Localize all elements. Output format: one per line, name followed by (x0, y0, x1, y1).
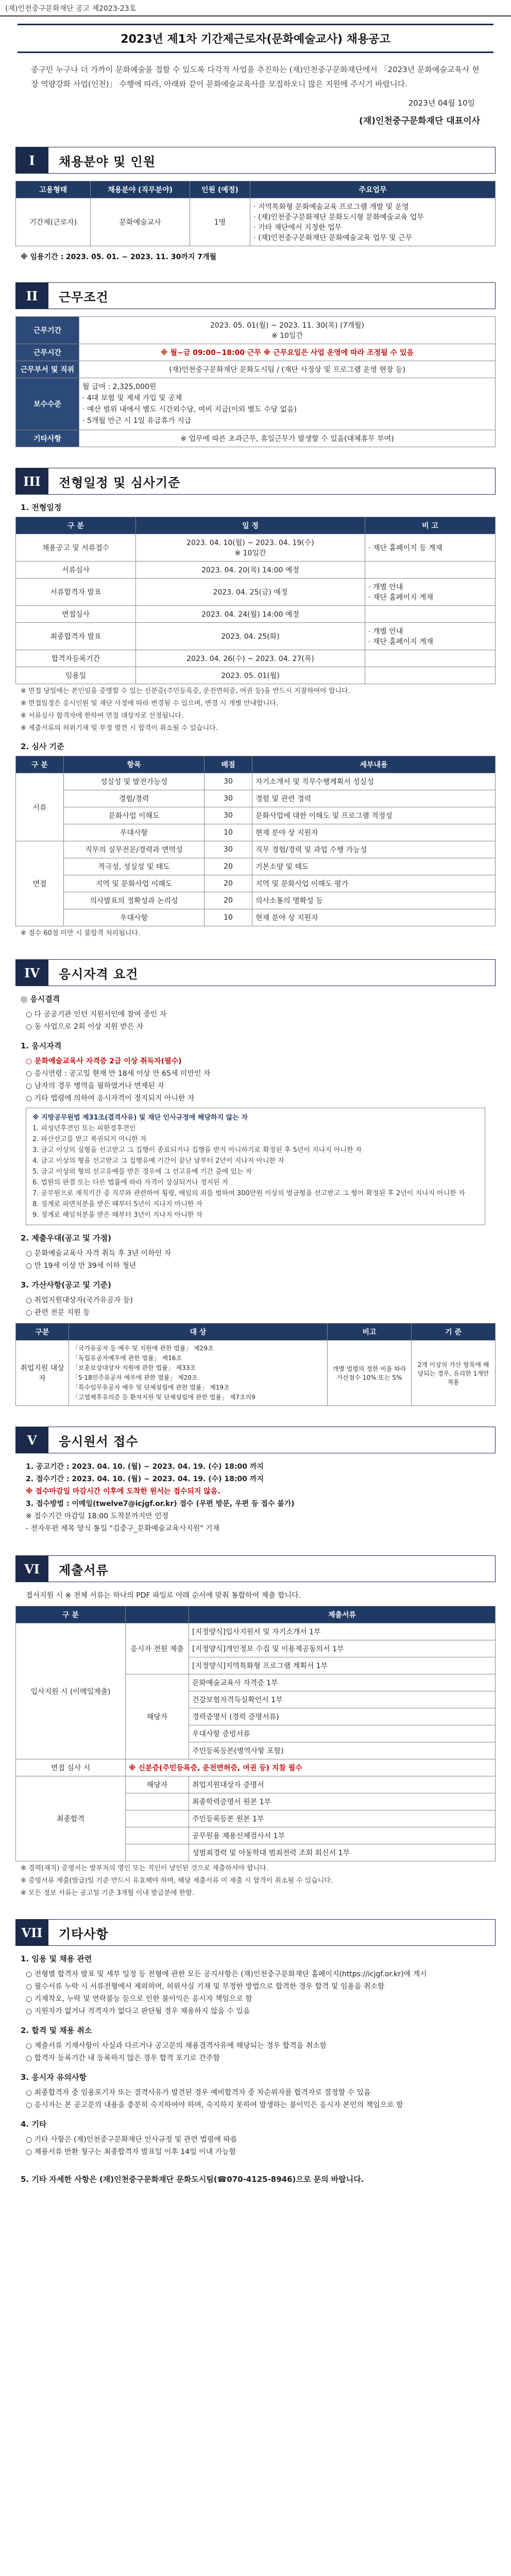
doc-item: 공무원용 채용신체검사서 1부 (189, 1827, 496, 1844)
criteria-item: 적극성, 성실성 및 태도 (64, 858, 205, 875)
col-header: 세부내용 (252, 756, 496, 773)
table-row (16, 1341, 496, 1406)
col-header: 구분 (16, 1324, 69, 1341)
intro-text: 중구민 누구나 더 가까이 문화예술을 접할 수 있도록 다각적 사업을 추진하는 (재)인천중구문화재단에서 「2023년 문화예술교육사 현장 역량강화 사업(인천)」 수행에 따라, 아래와 같이 문화예술교육사를 모집하오니 많은 지원에 주시기 바랍니다. (31, 65, 480, 89)
schedule-note: · 개별 안내 · 재단 홈페이지 게재 (365, 579, 496, 606)
misc-item: ○ 채용서류 반환 청구는 최종합격자 발표일 이후 14일 이내 가능함 (26, 2148, 236, 2156)
schedule-date: 2023. 05. 01(월) (136, 667, 365, 684)
disqualification-title: ※ 지방공무원법 제31조(결격사유) 및 재단 인사규정에 해당하지 않는 자 (32, 1114, 248, 1122)
eligibility-item: ○ 동 사업으로 2회 이상 지원 받은 자 (26, 1023, 144, 1031)
notice-signature: (재)인천중구문화재단 대표이사 (359, 116, 480, 126)
schedule-note: · 개별 안내 · 재단 홈페이지 게재 (365, 623, 496, 650)
row-label: 보수수준 (16, 378, 79, 430)
disqualification-box (26, 1108, 485, 1225)
doc-item: 경력증명서 (경력 증명서류) (189, 1708, 496, 1725)
duty-item: · (재)인천중구문화재단 문화도시형 문화예술교육 업무 (253, 213, 424, 222)
job-field: 문화예술교사 (91, 198, 190, 246)
schedule-date: 2023. 04. 26(수) ~ 2023. 04. 27(목) (136, 650, 365, 667)
col-header: 일 정 (136, 517, 365, 534)
section-misc-header (15, 1919, 496, 1946)
row-label: 기타사항 (16, 430, 79, 447)
disqualification-item: 5. 금고 이상의 형의 선고유예를 받은 경우에 그 선고유예 기간 중에 있는 자 (32, 1168, 252, 1176)
disqualification-item: 1. 피성년후견인 또는 피한정후견인 (32, 1125, 136, 1132)
disqualification-item: 6. 법원의 판결 또는 다른 법률에 따라 자격이 상실되거나 정지된 자 (32, 1179, 229, 1187)
disqualification-item: 3. 금고 이상의 실형을 선고받고 그 집행이 종료되거나 집행을 받지 아니하기로 확정된 후 5년이 지나지 아니한 자 (32, 1146, 362, 1154)
criteria-detail: 지역 및 문화사업 이해도 평가 (252, 875, 496, 892)
row-value: 월 급여 : 2,325,000원 · 4대 보험 및 제세 가입 및 공제 · 예산 범위 내에서 별도 시간외수당, 여비 지급(이외 별도 수당 없음) · 5개월 만근 시 1일 유급휴가 지급 (79, 378, 496, 430)
section-number: III (15, 468, 48, 495)
table-row (16, 773, 496, 790)
misc-item: ○ 필수서류 누락 시 서류전형에서 제외하며, 허위사실 기재 및 부정한 방법으로 합격한 경우 합격 및 임용을 취소함 (26, 1982, 385, 1991)
table-row (16, 892, 496, 909)
documents-note: ※ 모든 정보 서류는 공고일 기준 3개월 이내 발급분에 한함. (21, 1889, 194, 1897)
disqualification-item: 7. 공무원으로 재직기간 중 직무와 관련하여 횡령, 배임의 죄를 범하여 300만원 이상의 벌금형을 선고받고 그 형이 확정된 후 2년이 지나지 아니한 자 (32, 1190, 465, 1197)
subsection-title: 4. 기타 (21, 2120, 47, 2129)
section-title: 근무조건 (48, 282, 496, 309)
table-row (16, 198, 496, 246)
disqualification-item: 8. 징계로 파면처분을 받은 때부터 5년이 지나지 아니한 자 (32, 1200, 203, 1208)
bonus-target: 「국가유공자 등 예우 및 지원에 관한 법률」 제29조 「독립유공자예우에 관한 법률」 제16조 「보훈보상대상자 지원에 관한 법률」 제33조 「5·18민주유공자 예우에 관한 법률」 제20조 「특수임무유공자 예우 및 단체설립에 관한 법률」 제19조 「고엽제후유의증 등 환자지원 및 단체설립에 관한 법률」 제7조의9 (69, 1341, 328, 1406)
doc-group: 면접 심사 시 (16, 1759, 126, 1776)
schedule-date: 2023. 04. 24(월) 14:00 예정 (136, 606, 365, 623)
duty-item: · (재)인천중구문화재단 문화예술교육 업무 및 근무 (253, 234, 413, 242)
conditions-table (15, 316, 496, 447)
col-header: 제출서류 (189, 1606, 496, 1623)
eligibility-item: ○ 다 공공기관 인턴 지원서인에 참여 중인 자 (26, 1010, 167, 1019)
table-row (16, 344, 496, 361)
misc-item: ○ 합격자 등록기간 내 등록하지 않은 경우 합격 포기로 간주함 (26, 2054, 220, 2062)
doc-group: 최종합격 (16, 1776, 126, 1861)
section-recruit-header (15, 147, 496, 174)
criteria-detail: 현재 분야 상 지원자 (252, 824, 496, 841)
criteria-detail: 직무 경험/경력 및 과업 수행 가능성 (252, 841, 496, 858)
schedule-name: 임용일 (16, 667, 136, 684)
notice-number: (재)인천중구문화재단 공고 제2023-23호 (0, 0, 511, 16)
misc-item: ○ 제출서류 기재사항이 사실과 다르거나 공고문의 채용결격사유에 해당되는 경우 합격을 취소함 (26, 2042, 327, 2050)
doc-item: [지정양식]개인정보 수집 및 이용제공동의서 1부 (189, 1640, 496, 1657)
table-row (16, 650, 496, 667)
schedule-date: 2023. 04. 25(화) (136, 623, 365, 650)
table-row (16, 430, 496, 447)
schedule-name: 서류합격자 발표 (16, 579, 136, 606)
schedule-note (365, 606, 496, 623)
table-row (16, 824, 496, 841)
col-header: 구 분 (16, 1606, 126, 1623)
criteria-item: 직무의 실무전문/경력과 면역성 (64, 841, 205, 858)
subsection-title: ◎ 응시결격 (21, 994, 60, 1004)
application-item: 2. 접수기간 : 2023. 04. 10. (월) ~ 2023. 04. 19. (수) 18:00 까지 (26, 1475, 264, 1483)
subsection-title: 3. 응시자 유의사항 (21, 2073, 87, 2082)
misc-item: ○ 전형별 합격자 발표 및 세부 일정 등 전형에 관한 모든 공지사항은 (재)인천중구문화재단 홈페이지(https://icjgf.or.kr)에 게시 (26, 1970, 427, 1978)
bonus-note: 개별 법령의 정한 비율 따라 가산점수 10% 또는 5% (328, 1341, 412, 1406)
section-number: II (15, 282, 48, 309)
section-title: 응시자격 요건 (48, 959, 496, 986)
table-row (16, 858, 496, 875)
duty-item: · 기타 재단에서 지정한 업무 (253, 224, 342, 232)
criteria-detail: 자기소개서 및 직무수행계획서 성실성 (252, 773, 496, 790)
doc-item: ※ 신분증(주민등록증, 운전면허증, 여권 등) 지참 필수 (126, 1759, 496, 1776)
application-item: ※ 접수기간 마감일 18:00 도착분까지만 인정 (26, 1512, 169, 1520)
subsection-title: 1. 임용 및 채용 관련 (21, 1954, 92, 1963)
schedule-date: 2023. 04. 25(금) 예정 (136, 579, 365, 606)
subsection-title: 2. 심사 기준 (21, 742, 64, 751)
section-application-header (15, 1427, 496, 1453)
eligibility-item: ○ 문화예술교육사 자격 취득 후 3년 이하인 자 (26, 1249, 172, 1258)
col-header: 고용형태 (16, 181, 91, 198)
table-row (16, 623, 496, 650)
table-row (16, 875, 496, 892)
doc-sub: 응시자 전원 제출 (126, 1623, 189, 1674)
eligibility-item: ○ 기타 법령에 의하여 응시자격이 정지되지 아니한 자 (26, 1094, 195, 1103)
section-schedule-header (15, 468, 496, 495)
documents-note: ※ 경력(재직) 증명서는 발부처의 명인 또는 직인이 날인된 것으로 제출하셔야 합니다. (21, 1865, 268, 1872)
doc-item: 주민등록등본 원본 1부 (189, 1810, 496, 1827)
table-row (16, 1623, 496, 1640)
col-header: 배점 (205, 756, 252, 773)
col-header: 채용분야 (직무분야) (91, 181, 190, 198)
misc-item: ○ 기타 사항은 (재)인천중구문화재단 인사규정 및 관련 법령에 따름 (26, 2136, 237, 2144)
schedule-note (365, 667, 496, 684)
section-conditions-header (15, 282, 496, 309)
doc-sub: 해당자 (126, 1674, 189, 1759)
application-item: - 전자우편 제목 양식 통일 "김중구_문화예술교육사지원" 기재 (26, 1524, 220, 1533)
schedule-name: 최종합격자 발표 (16, 623, 136, 650)
table-row (16, 378, 496, 430)
doc-item: 문화예술교육사 자격증 1부 (189, 1674, 496, 1691)
row-value: ※ 월~금 09:00~18:00 근무 ※ 근무요일은 사업 운영에 따라 조정될 수 있음 (79, 344, 496, 361)
schedule-note-line: ※ 제출서류의 허위기재 및 부정 발견 시 합격이 취소될 수 있습니다. (21, 724, 218, 732)
criteria-detail: 경험 및 관련 경력 (252, 790, 496, 807)
application-item: 1. 공고기간 : 2023. 04. 10. (월) ~ 2023. 04. 19. (수) 18:00 까지 (26, 1463, 264, 1471)
schedule-note (365, 650, 496, 667)
col-header: 구 분 (16, 756, 64, 773)
schedule-note (365, 562, 496, 579)
col-header: 항목 (64, 756, 205, 773)
subsection-title: 2. 제출우대(공고 및 가점) (21, 1233, 111, 1243)
headcount: 1명 (190, 198, 250, 246)
misc-item: ○ 지원자가 없거나 적격자가 없다고 판단될 경우 채용하지 않을 수 있음 (26, 2007, 250, 2015)
section-eligibility-header (15, 959, 496, 986)
schedule-date: 2023. 04. 20(목) 14:00 예정 (136, 562, 365, 579)
criteria-score: 20 (205, 875, 252, 892)
documents-note: ※ 증빙서류 제출(발급)일 기준 반드시 유효해야 하며, 해당 제출서류 미 제출 시 합격이 취소될 수 있습니다. (21, 1877, 333, 1885)
disqualification-item: 9. 징계로 해임처분을 받은 때부터 3년이 지나지 아니한 자 (32, 1211, 203, 1219)
subsection-title: 1. 전형일정 (21, 503, 62, 512)
criteria-item: 경험/경력 (64, 790, 205, 807)
table-row (16, 579, 496, 606)
schedule-date: 2023. 04. 10(월) ~ 2023. 04. 19(수) ※ 10일간 (136, 534, 365, 562)
criteria-item: 성실성 및 발전가능성 (64, 773, 205, 790)
application-item: 3. 접수방법 : 이메일(twelve7@icjgf.or.kr) 접수 (우편 방문, 우편 등 접수 불가) (26, 1500, 295, 1508)
col-header: 비고 (328, 1324, 412, 1341)
criteria-detail: 현재 분야 상 지원자 (252, 909, 496, 926)
documents-table (15, 1606, 496, 1861)
recruit-table (15, 181, 496, 246)
table-row (16, 841, 496, 858)
schedule-note-line: ※ 서류심사 합격자에 한하여 면접 대상자로 선정됩니다. (21, 712, 184, 720)
bonus-standard: 2개 이상의 가산 항목에 해당되는 경우, 유리한 1개만 적용 (412, 1341, 496, 1406)
subsection-title: 3. 가산사항(공고 및 기준) (21, 1280, 111, 1290)
section-documents-header (15, 1555, 496, 1582)
schedule-name: 채용공고 및 서류접수 (16, 534, 136, 562)
row-label: 근무기간 (16, 317, 79, 344)
table-row (16, 1759, 496, 1776)
criteria-score: 20 (205, 892, 252, 909)
doc-item: 건강보험자격득실확인서 1부 (189, 1691, 496, 1708)
section-title: 기타사항 (48, 1919, 496, 1946)
page-title: 2023년 제1차 기간제근로자(문화예술교사) 채용공고 (18, 24, 493, 53)
eligibility-item: ○ 응시연령 : 공고일 현재 만 18세 이상 만 65세 미만인 자 (26, 1070, 211, 1078)
criteria-note: ※ 점수 60점 미만 시 불합격 처리됩니다. (21, 929, 141, 937)
table-row (16, 361, 496, 378)
criteria-score: 30 (205, 790, 252, 807)
section-number: VII (15, 1919, 48, 1946)
criteria-score: 20 (205, 858, 252, 875)
col-header (126, 1606, 189, 1623)
notice-date: 2023년 04월 10일 (408, 98, 475, 108)
contact-info: 5. 기타 자세한 사항은 (재)인천중구문화재단 문화도시팀(☎070-4125-8946)으로 문의 바랍니다. (21, 2175, 364, 2184)
schedule-note-line: ※ 면접 당일에는 본인임을 증명할 수 있는 신분증(주민등록증, 운전면허증, 여권 등)을 반드시 지참하여야 합니다. (21, 687, 350, 695)
row-label: 근무시간 (16, 344, 79, 361)
criteria-item: 문화사업 이해도 (64, 807, 205, 824)
row-value: ※ 업무에 따른 초과근무, 휴일근무가 발생할 수 있음(대체휴무 부여) (79, 430, 496, 447)
criteria-detail: 기본소양 및 태도 (252, 858, 496, 875)
criteria-table (15, 756, 496, 926)
duty-item: · 지역특화형 문화예술교육 프로그램 개발 및 운영 (253, 203, 409, 211)
criteria-group: 면접 (16, 841, 64, 926)
disqualification-item: 4. 금고 이상의 형을 선고받고 그 집행유예 기간이 끝난 날부터 2년이 지나지 아니한 자 (32, 1157, 284, 1165)
subsection-title: 1. 응시자격 (21, 1041, 62, 1050)
criteria-item: 의사발표의 정확성과 논리성 (64, 892, 205, 909)
criteria-score: 10 (205, 909, 252, 926)
eligibility-item: ○ 만 19세 이상 만 39세 이하 청년 (26, 1262, 137, 1270)
table-row (16, 317, 496, 344)
subsection-title: 2. 합격 및 채용 취소 (21, 2026, 92, 2035)
table-row (16, 790, 496, 807)
section-number: IV (15, 959, 48, 986)
section-title: 채용분야 및 인원 (48, 147, 496, 174)
col-header: 기 준 (412, 1324, 496, 1341)
section-number: V (15, 1427, 48, 1453)
doc-item: [지정양식]입사지원서 및 자기소개서 1부 (189, 1623, 496, 1640)
schedule-note: · 재단 홈페이지 등 게재 (365, 534, 496, 562)
criteria-detail: 의사소통의 명확성 등 (252, 892, 496, 909)
misc-item: ○ 최종합격자 중 임용포기자 또는 결격사유가 발견된 경우 예비합격자 중 차순위자를 합격자로 결정할 수 있음 (26, 2089, 371, 2097)
schedule-name: 합격자등록기간 (16, 650, 136, 667)
row-value: 2023. 05. 01(월) ~ 2023. 11. 30(목) (7개월) ※ 10일간 (79, 317, 496, 344)
criteria-item: 우대사항 (64, 824, 205, 841)
period-note: ※ 임용기간 : 2023. 05. 01. ~ 2023. 11. 30까지 7개월 (21, 253, 217, 261)
schedule-note-line: ※ 면접일정은 응시인원 및 재단 사정에 따라 변경될 수 있으며, 변경 시 개별 안내합니다. (21, 700, 278, 707)
bonus-name: 취업지원 대상자 (16, 1341, 69, 1406)
table-row (16, 534, 496, 562)
doc-item: 주민등록등본(병역사항 포함) (189, 1742, 496, 1759)
duties-cell (250, 198, 496, 246)
criteria-score: 10 (205, 824, 252, 841)
col-header: 구 분 (16, 517, 136, 534)
criteria-group: 서류 (16, 773, 64, 841)
table-row (16, 909, 496, 926)
criteria-item: 우대사항 (64, 909, 205, 926)
criteria-score: 30 (205, 841, 252, 858)
criteria-score: 30 (205, 807, 252, 824)
col-header: 인원 (예정) (190, 181, 250, 198)
section-number: I (15, 147, 48, 174)
doc-group: 입사지원 시 (이메일제출) (16, 1623, 126, 1759)
col-header: 비 고 (365, 517, 496, 534)
bonus-table (15, 1323, 496, 1406)
eligibility-item: ○ 문화예술교육사 자격증 2급 이상 취득자(필수) (26, 1057, 182, 1065)
criteria-item: 지역 및 문화사업 이해도 (64, 875, 205, 892)
col-header: 대 상 (69, 1324, 328, 1341)
eligibility-item: ○ 관련 전문 지원 등 (26, 1309, 90, 1317)
schedule-name: 서류심사 (16, 562, 136, 579)
employment-type: 기간제(근로자) (16, 198, 91, 246)
misc-item: ○ 응시자는 본 공고문의 내용을 충분히 숙지하여야 하며, 숙지하지 못하여 발생하는 불이익은 응시자 본인의 책임으로 함 (26, 2101, 403, 2109)
criteria-score: 30 (205, 773, 252, 790)
table-row (16, 606, 496, 623)
doc-item: [지정양식]지역특화형 프로그램 계획서 1부 (189, 1657, 496, 1674)
doc-item: 성범죄경력 및 아동학대 범죄전력 조회 회신서 1부 (189, 1844, 496, 1861)
table-row (16, 667, 496, 684)
row-value: (재)인천중구문화재단 문화도시팀 / (재단 사정상 및 프로그램 운영 현장 등) (79, 361, 496, 378)
section-title: 전형일정 및 심사기준 (48, 468, 496, 495)
table-row (16, 1776, 496, 1793)
doc-item: 최종학력증명서 원본 1부 (189, 1793, 496, 1810)
table-row (16, 807, 496, 824)
row-label: 근무부서 및 직위 (16, 361, 79, 378)
documents-lead: 접서지원 시 ※ 전체 서류는 하나의 PDF 파일로 아래 순서에 맞춰 통합하여 제출 합니다. (26, 1591, 301, 1600)
doc-sub: 해당자 (126, 1776, 189, 1793)
application-item: ※ 접수마감일 마감시간 이후에 도착한 원서는 접수되지 않음. (26, 1487, 220, 1496)
misc-item: ○ 기재착오, 누락 및 연락불능 등으로 인한 불이익은 응시자 책임으로 함 (26, 1995, 252, 2003)
disqualification-item: 2. 파산선고를 받고 복권되지 아니한 자 (32, 1136, 147, 1143)
section-number: VI (15, 1555, 48, 1582)
criteria-detail: 문화사업에 대한 이해도 및 프로그램 적정성 (252, 807, 496, 824)
col-header: 주요업무 (250, 181, 496, 198)
eligibility-item: ○ 남자의 경우 병역을 필하였거나 면제된 자 (26, 1082, 164, 1090)
section-title: 응시원서 접수 (48, 1427, 496, 1453)
doc-item: 취업지원대상자 증명서 (189, 1776, 496, 1793)
doc-item: 우대사항 증빙서류 (189, 1725, 496, 1742)
table-row (16, 562, 496, 579)
schedule-table (15, 517, 496, 684)
schedule-name: 면접심사 (16, 606, 136, 623)
section-title: 제출서류 (48, 1555, 496, 1582)
eligibility-item: ○ 취업지원대상자(국가유공자 등) (26, 1296, 133, 1304)
